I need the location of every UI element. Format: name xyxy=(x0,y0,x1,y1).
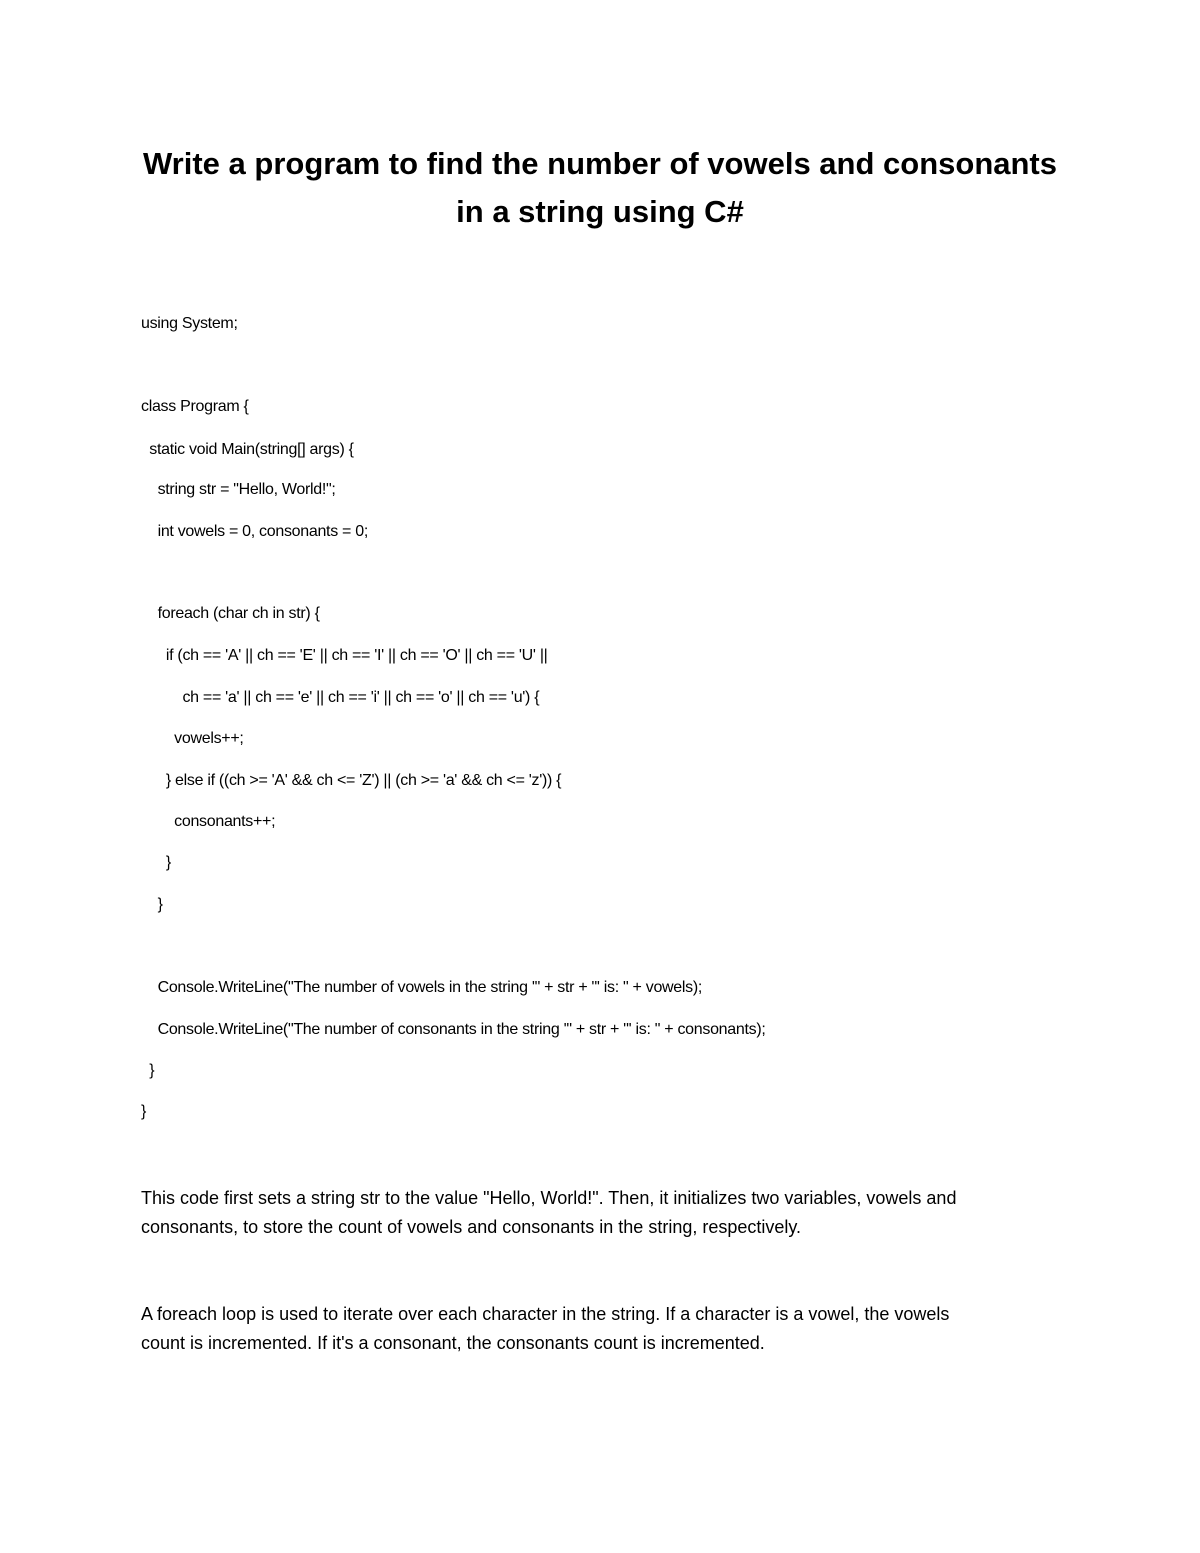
code-line-else-if: } else if ((ch >= 'A' && ch <= 'Z') || (ch >= 'a' && ch <= 'z')) { xyxy=(141,772,562,789)
code-line-main: static void Main(string[] args) { xyxy=(141,441,354,458)
code-line-vowels-inc: vowels++; xyxy=(141,730,244,747)
code-line-writeline-vowels: Console.WriteLine("The number of vowels in the string '" + str + "' is: " + vowels); xyxy=(141,979,703,996)
code-line-close-foreach: } xyxy=(141,896,163,913)
code-line-foreach: foreach (char ch in str) { xyxy=(141,605,320,622)
code-line-int-decl: int vowels = 0, consonants = 0; xyxy=(141,523,368,540)
code-line-string-decl: string str = "Hello, World!"; xyxy=(141,481,336,498)
code-line-writeline-consonants: Console.WriteLine("The number of consonants in the string '" + str + "' is: " + consonants); xyxy=(141,1021,766,1038)
code-line-consonants-inc: consonants++; xyxy=(141,813,276,830)
code-line-class: class Program { xyxy=(141,398,249,415)
code-line-close-if: } xyxy=(141,854,171,871)
explanation-paragraph-2-line-1: A foreach loop is used to iterate over each character in the string. If a character is a vowel, the vowels xyxy=(141,1304,950,1324)
code-line-if-upper: if (ch == 'A' || ch == 'E' || ch == 'I' || ch == 'O' || ch == 'U' || xyxy=(141,647,548,664)
code-line-close-class: } xyxy=(141,1103,147,1120)
code-line-close-main: } xyxy=(141,1062,155,1079)
code-line-if-lower: ch == 'a' || ch == 'e' || ch == 'i' || ch == 'o' || ch == 'u') { xyxy=(141,689,540,706)
code-line-using: using System; xyxy=(141,315,238,332)
explanation-paragraph-1-line-1: This code first sets a string str to the value "Hello, World!". Then, it initializes two variables, vowels and xyxy=(141,1188,957,1208)
explanation-paragraph-2-line-2: count is incremented. If it's a consonant, the consonants count is incremented. xyxy=(141,1333,765,1353)
document-title-line-2: in a string using C# xyxy=(456,194,744,229)
document-title-line-1: Write a program to find the number of vowels and consonants xyxy=(142,146,1057,181)
explanation-paragraph-1-line-2: consonants, to store the count of vowels and consonants in the string, respectively. xyxy=(141,1217,802,1237)
